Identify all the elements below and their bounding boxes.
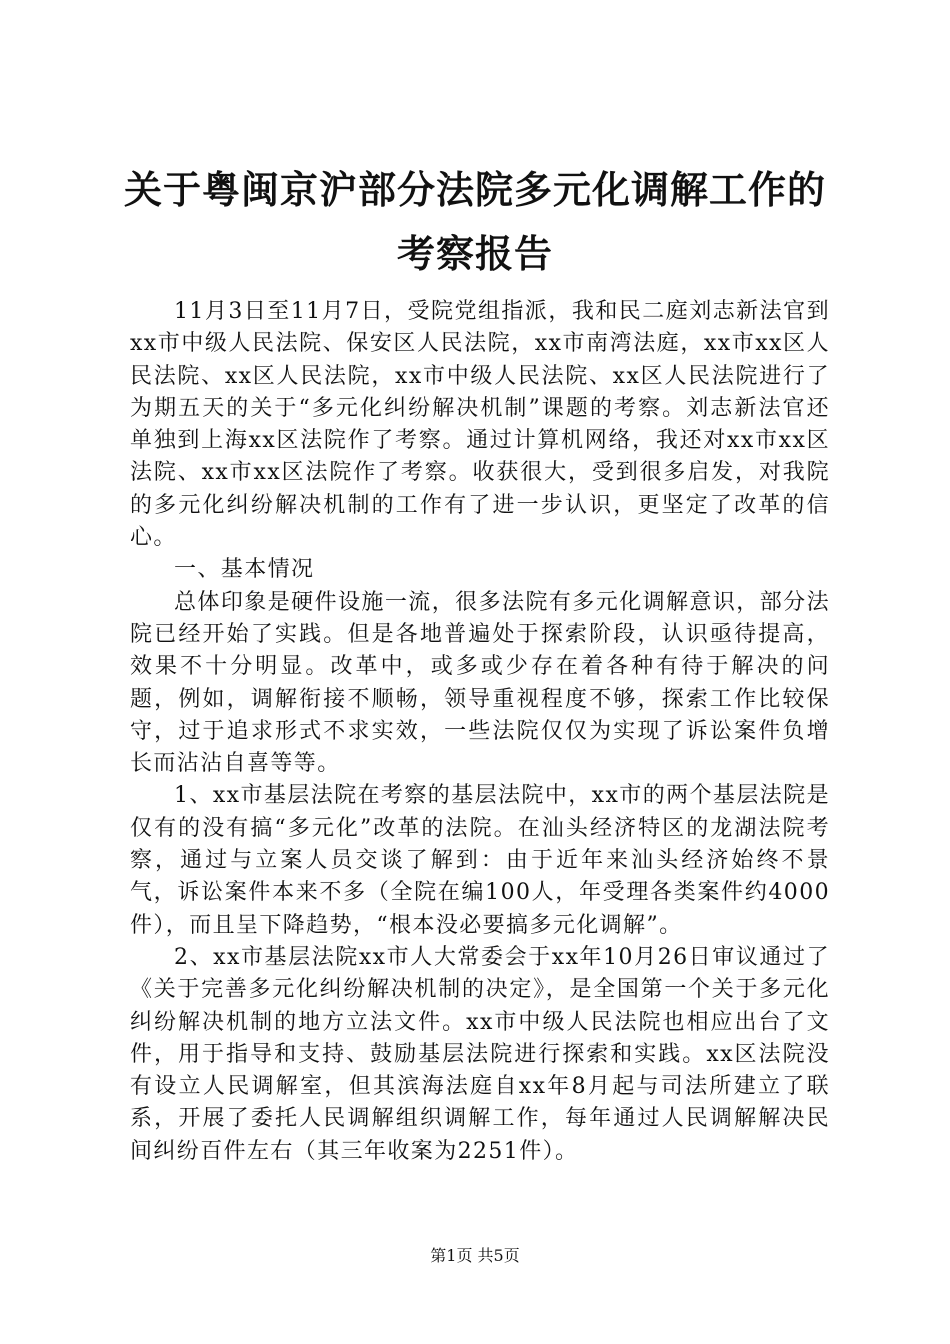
document-title: 关于粤闽京沪部分法院多元化调解工作的考察报告 <box>123 167 826 276</box>
paragraph-point-2: 2、xx市基层法院xx市人大常委会于xx年10月26日审议通过了《关于完善多元化纠纷解决机制的决定》，是全国第一个关于多元化纠纷解决机制的地方立法文件。xx市中级人民法院也相应出台了文件，用于指导和支持、鼓励基层法院进行探索和实践。xx区法院没有设立人民调解室，但其滨海法庭自xx年8月起与司法所建立了联系，开展了委托人民调解组织调解工作，每年通过人民调解解决民间纠纷百件左右（其三年收案为2251件）。 <box>130 944 830 1164</box>
section-heading-basic-situation: 一、基本情况 <box>174 557 315 583</box>
page-number-footer: 第1页 共5页 <box>430 1246 520 1265</box>
document-body <box>130 296 830 1168</box>
paragraph-overall-impression: 总体印象是硬件设施一流，很多法院有多元化调解意识，部分法院已经开始了实践。但是各地普遍处于探索阶段，认识亟待提高，效果不十分明显。改革中，或多或少存在着各种有待于解决的问题，例如，调解衔接不顺畅，领导重视程度不够，探索工作比较保守，过于追求形式不求实效，一些法院仅仅为实现了诉讼案件负增长而沾沾自喜等等。 <box>130 589 830 777</box>
paragraph-intro: 11月3日至11月7日，受院党组指派，我和民二庭刘志新法官到xx市中级人民法院、保安区人民法院，xx市南湾法庭，xx市xx区人民法院、xx区人民法院，xx市中级人民法院、xx区人民法院进行了为期五天的关于“多元化纠纷解决机制”课题的考察。刘志新法官还单独到上海xx区法院作了考察。通过计算机网络，我还对xx市xx区法院、xx市xx区法院作了考察。收获很大，受到很多启发，对我院的多元化纠纷解决机制的工作有了进一步认识，更坚定了改革的信心。 <box>130 299 830 551</box>
paragraph-point-1: 1、xx市基层法院在考察的基层法院中，xx市的两个基层法院是仅有的没有搞“多元化”改革的法院。在汕头经济特区的龙湖法院考察，通过与立案人员交谈了解到：由于近年来汕头经济始终不景气，诉讼案件本来不多（全院在编100人，年受理各类案件约4000件），而且呈下降趋势，“根本没必要搞多元化调解”。 <box>130 783 830 938</box>
